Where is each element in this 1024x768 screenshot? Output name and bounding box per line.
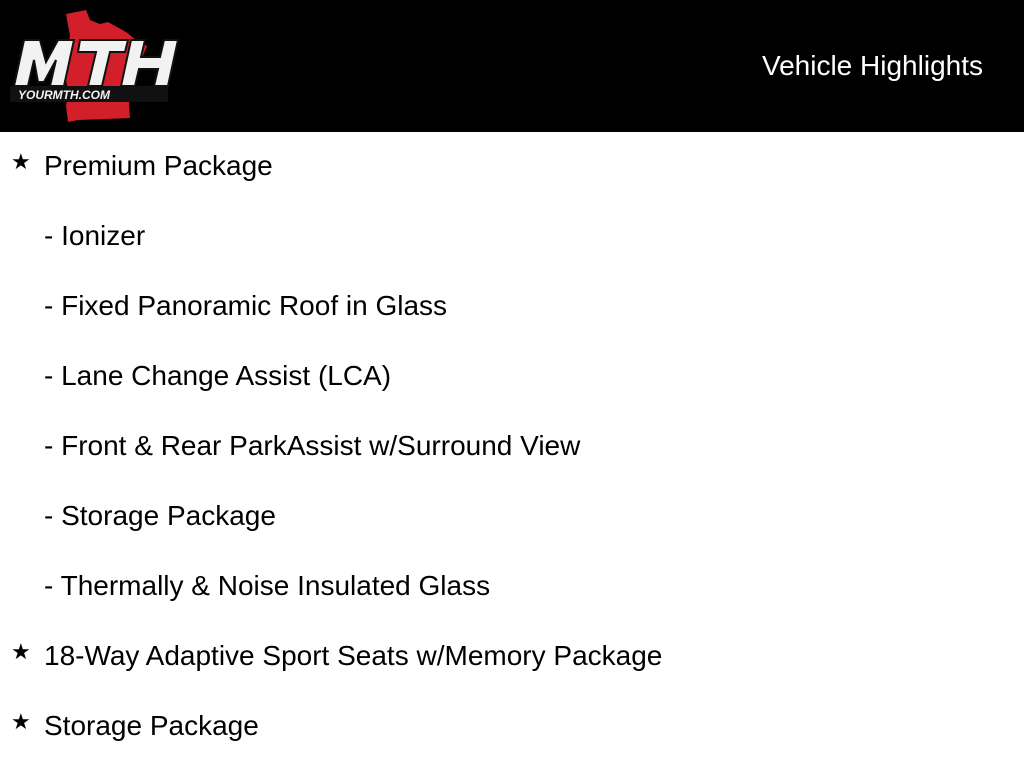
highlight-item (0, 482, 1024, 552)
highlight-label: Premium Package (44, 150, 273, 181)
logo-subtext: YOURMTH.COM (18, 88, 110, 102)
highlight-item (0, 202, 1024, 272)
page-title: Vehicle Highlights (761, 50, 983, 81)
highlight-item (0, 272, 1024, 342)
highlight-item (0, 412, 1024, 482)
highlight-label: - Thermally & Noise Insulated Glass (44, 570, 491, 601)
highlight-label: - Lane Change Assist (LCA) (44, 360, 392, 391)
highlight-item (0, 692, 1024, 762)
mth-logo[interactable] (8, 6, 184, 124)
highlight-label: - Front & Rear ParkAssist w/Surround View (44, 430, 581, 461)
star-icon: ★ (11, 639, 31, 664)
highlight-item (0, 132, 1024, 202)
highlight-item (0, 342, 1024, 412)
highlight-item (0, 552, 1024, 622)
star-icon: ★ (11, 709, 31, 734)
highlight-item (0, 622, 1024, 692)
header-bar (0, 0, 1024, 132)
logo-letters (14, 40, 178, 86)
highlight-label: 18-Way Adaptive Sport Seats w/Memory Package (44, 640, 663, 671)
highlight-label: - Ionizer (44, 220, 146, 251)
highlight-label: - Storage Package (44, 500, 276, 531)
star-icon: ★ (11, 149, 31, 174)
highlight-label: Storage Package (44, 710, 259, 741)
highlight-label: - Fixed Panoramic Roof in Glass (44, 290, 448, 321)
